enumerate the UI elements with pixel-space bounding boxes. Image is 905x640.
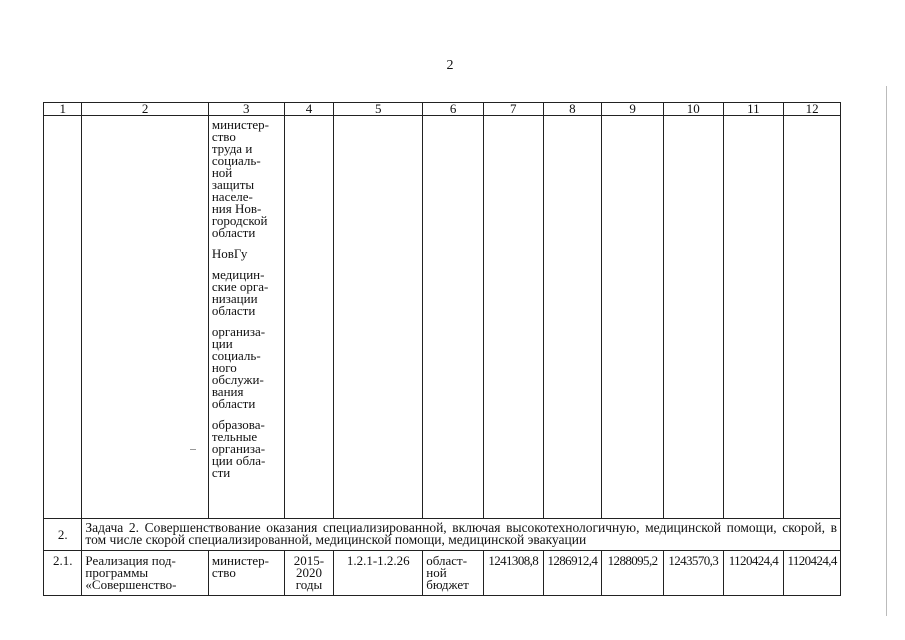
table-row-2-1: [44, 551, 841, 596]
amount-cell: 1241308,8: [483, 551, 543, 596]
text-line: област-: [426, 553, 468, 568]
scan-speck: [190, 449, 196, 450]
text-line: защиты: [211, 177, 255, 192]
text-line: ции: [211, 336, 233, 351]
target-indicators-cell: 1.2.1-1.2.26: [334, 551, 423, 596]
text-line: Реализация под-: [85, 553, 176, 568]
task-number: 2.: [44, 519, 82, 551]
text-line: обслужи-: [211, 372, 264, 387]
column-number-1: 1: [44, 103, 82, 116]
text-line: программы: [85, 565, 149, 580]
text-line: ной: [211, 165, 233, 180]
scan-edge-line: [886, 86, 887, 616]
column-number-4: 4: [284, 103, 334, 116]
column-number-11: 11: [723, 103, 784, 116]
empty-cell: [602, 116, 664, 519]
text-line: ские орга-: [211, 279, 269, 294]
executor-cell: [208, 551, 284, 596]
text-line: ство: [211, 565, 236, 580]
column-number-8: 8: [543, 103, 602, 116]
empty-cell: [423, 116, 484, 519]
column-number-9: 9: [602, 103, 664, 116]
executor-block-education-orgs: [212, 419, 281, 479]
page-number: 2: [446, 58, 454, 73]
continuation-row: [44, 116, 841, 519]
text-line: низации: [211, 291, 258, 306]
text-line: ной: [426, 565, 447, 580]
text-line: 2015-: [293, 553, 325, 568]
text-line: области: [211, 225, 256, 240]
text-line: ство: [211, 129, 236, 144]
executor-block-novgu: [212, 248, 281, 260]
text-line: тельные: [211, 429, 258, 444]
empty-cell: [784, 116, 841, 519]
amount-cell: 1120424,4: [784, 551, 841, 596]
column-number-12: 12: [784, 103, 841, 116]
executors-cell: [208, 116, 284, 519]
executor-block-medical-orgs: [212, 269, 281, 317]
empty-cell: [44, 116, 82, 519]
empty-cell: [723, 116, 784, 519]
text-line: сти: [211, 465, 231, 480]
table-header-row: [44, 103, 841, 116]
text-line: министер-: [211, 117, 269, 132]
amount-cell: 1286912,4: [543, 551, 602, 596]
column-number-2: 2: [82, 103, 208, 116]
executor-block-labor-ministry: [212, 119, 281, 239]
empty-cell: [663, 116, 723, 519]
empty-cell: [334, 116, 423, 519]
text-line: НовГу: [211, 246, 248, 261]
text-line: ции обла-: [211, 453, 266, 468]
task-row: [44, 519, 841, 551]
text-line: вания: [211, 384, 244, 399]
column-number-7: 7: [483, 103, 543, 116]
text-line: населе-: [211, 189, 253, 204]
amount-cell: 1120424,4: [723, 551, 784, 596]
text-line: образова-: [211, 417, 265, 432]
text-line: министер-: [211, 553, 269, 568]
empty-cell: [284, 116, 334, 519]
measure-name-cell: [82, 551, 208, 596]
period-cell: [284, 551, 334, 596]
column-number-5: 5: [334, 103, 423, 116]
text-line: бюджет: [426, 577, 469, 592]
text-line: социаль-: [211, 348, 261, 363]
text-line: ного: [211, 360, 237, 375]
amount-cell: 1243570,3: [663, 551, 723, 596]
text-line: социаль-: [211, 153, 261, 168]
text-line: ния Нов-: [211, 201, 262, 216]
task-text: Задача 2. Совершенствование оказания специализированной, включая высокотехнологичную, медицинской помощи, скорой, в том числе скорой специализированной, медицинской помощи, медицинской эвакуации: [82, 519, 841, 551]
text-line: труда и: [211, 141, 253, 156]
column-number-3: 3: [208, 103, 284, 116]
column-number-10: 10: [663, 103, 723, 116]
text-line: «Совершенство-: [85, 577, 177, 592]
text-line: годы: [295, 577, 323, 592]
text-line: городской: [211, 213, 268, 228]
amount-cell: 1288095,2: [602, 551, 664, 596]
empty-cell: [483, 116, 543, 519]
text-line: области: [211, 396, 256, 411]
column-number-6: 6: [423, 103, 484, 116]
empty-cell: [543, 116, 602, 519]
text-line: 2020: [295, 565, 322, 580]
row-number: 2.1.: [44, 551, 82, 596]
text-line: организа-: [211, 441, 266, 456]
empty-cell: [82, 116, 208, 519]
text-line: медицин-: [211, 267, 265, 282]
program-table: [43, 102, 841, 596]
text-line: организа-: [211, 324, 266, 339]
executor-block-social-service-orgs: [212, 326, 281, 410]
text-line: области: [211, 303, 256, 318]
funding-source-cell: [423, 551, 484, 596]
